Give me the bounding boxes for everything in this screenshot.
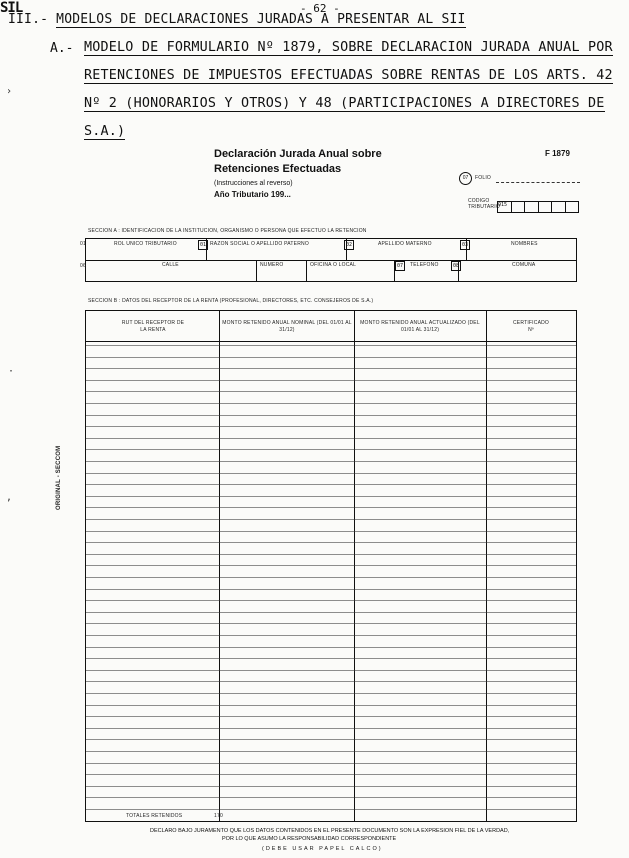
form-title: Declaración Jurada Anual sobre <box>214 148 382 160</box>
tag-07: 07 <box>396 263 404 269</box>
form-subtitle: Retenciones Efectuadas <box>214 163 342 175</box>
table-row <box>86 357 576 358</box>
section-heading-text: MODELOS DE DECLARACIONES JURADAS A PRESENTAR AL SII <box>56 12 466 27</box>
table-row <box>86 600 576 601</box>
subsection-line-1: MODELO DE FORMULARIO Nº 1879, SOBRE DECLARACION JURADA ANUAL POR <box>84 40 613 55</box>
table-row <box>86 774 576 775</box>
tag-03: 03 <box>461 242 469 248</box>
col-header-certificado: CERTIFICADO Nº <box>486 311 576 342</box>
table-row <box>86 380 576 381</box>
table-row <box>86 391 576 392</box>
table-row <box>86 658 576 659</box>
table-row <box>86 589 576 590</box>
table-row <box>86 705 576 706</box>
row-2-tag: 06 <box>80 263 86 269</box>
table-row <box>86 473 576 474</box>
row-1-tag: 01 <box>80 241 86 247</box>
rut-field[interactable]: ROL UNICO TRIBUTARIO <box>86 239 207 260</box>
folio-field[interactable] <box>496 182 580 183</box>
table-row <box>86 623 576 624</box>
section-b-label: SECCION B : DATOS DEL RECEPTOR DE LA RENTA (PROFESIONAL, DIRECTORES, ETC. CONSEJEROS DE S.A.) <box>88 298 374 304</box>
subsection-line-4: S.A.) <box>84 124 126 139</box>
table-row <box>86 542 576 543</box>
totals-label: TOTALES RETENIDOS <box>126 813 183 819</box>
table-row <box>86 484 576 485</box>
totals-code: 170 <box>214 813 223 819</box>
table-row <box>86 449 576 450</box>
table-row <box>86 716 576 717</box>
table-row <box>86 612 576 613</box>
table-row <box>86 415 576 416</box>
table-row <box>86 635 576 636</box>
table-row <box>86 786 576 787</box>
section-heading <box>8 12 466 28</box>
numero-field[interactable]: NUMERO <box>256 260 307 281</box>
section-a-row-2 <box>86 260 576 281</box>
tag-02: 02 <box>345 242 353 248</box>
codigo-label: CODIGO TRIBUTARIO <box>468 198 500 210</box>
table-row <box>86 496 576 497</box>
section-numeral: III.- <box>8 12 49 27</box>
form-year: Año Tributario 199... <box>214 190 291 199</box>
comuna-field[interactable]: COMUNA <box>512 262 536 268</box>
table-row <box>86 461 576 462</box>
side-label: ORIGINAL - SECCOM <box>56 445 62 510</box>
table-row <box>86 507 576 508</box>
table-row <box>86 739 576 740</box>
declaration-line-3: (DEBE USAR PAPEL CALCO) <box>262 846 383 852</box>
oficina-field[interactable]: OFICINA O LOCAL <box>306 260 395 281</box>
table-row <box>86 565 576 566</box>
codigo-value: 915 <box>498 202 512 212</box>
table-row <box>86 763 576 764</box>
section-a-label: SECCION A : IDENTIFICACION DE LA INSTITUCION, ORGANISMO O PERSONA QUE EFECTUO LA RETENCION <box>88 228 367 234</box>
receptor-table <box>85 310 577 822</box>
table-row <box>86 519 576 520</box>
subsection-line-3: Nº 2 (HONORARIOS Y OTROS) Y 48 (PARTICIPACIONES A DIRECTORES DE <box>84 96 605 111</box>
apellido-materno-field[interactable]: APELLIDO MATERNO <box>356 239 467 260</box>
table-row <box>86 728 576 729</box>
tag-08: 08 <box>452 263 460 269</box>
declaration-line-2: POR LO QUE ASUMO LA RESPONSABILIDAD CORRESPONDIENTE <box>222 836 397 842</box>
table-row <box>86 345 576 346</box>
codigo-field[interactable] <box>497 201 579 213</box>
table-row <box>86 368 576 369</box>
table-row <box>86 554 576 555</box>
subsection-letter: A.- <box>50 41 74 56</box>
form-code: F 1879 <box>545 149 570 158</box>
table-row <box>86 577 576 578</box>
page-number: - 62 - <box>300 2 340 15</box>
table-row <box>86 438 576 439</box>
table-row <box>86 403 576 404</box>
table-row <box>86 681 576 682</box>
section-a-box <box>85 238 577 282</box>
section-a-row-1 <box>86 239 576 261</box>
margin-mark: · <box>8 366 15 377</box>
col-header-actualizado: MONTO RETENIDO ANUAL ACTUALIZADO (DEL 01/01 AL 31/12) <box>354 311 486 342</box>
table-row <box>86 693 576 694</box>
razon-social-field[interactable]: RAZON SOCIAL O APELLIDO PATERNO <box>206 239 347 260</box>
table-row <box>86 531 576 532</box>
table-row <box>86 809 576 810</box>
calle-field[interactable]: CALLE <box>86 260 257 281</box>
nombres-field[interactable]: NOMBRES <box>511 241 538 247</box>
form-instructions: (Instrucciones al reverso) <box>214 180 293 187</box>
col-header-nominal: MONTO RETENIDO ANUAL NOMINAL (DEL 01/01 AL 31/12) <box>219 311 354 342</box>
table-row <box>86 670 576 671</box>
corner-fragment: SIL <box>0 0 23 16</box>
margin-mark: , <box>6 492 13 503</box>
table-row <box>86 647 576 648</box>
table-row <box>86 426 576 427</box>
subsection-line-2: RETENCIONES DE IMPUESTOS EFECTUADAS SOBRE RENTAS DE LOS ARTS. 42 <box>84 68 613 83</box>
folio-number-circle: 07 <box>459 172 472 185</box>
tag-01: 01 <box>199 242 207 248</box>
col-header-rut: RUT DEL RECEPTOR DE LA RENTA <box>86 311 219 342</box>
folio-label: FOLIO <box>475 175 492 181</box>
margin-mark: › <box>6 86 13 97</box>
telefono-field[interactable]: TELEFONO <box>406 260 459 281</box>
table-row <box>86 751 576 752</box>
declaration-line-1: DECLARO BAJO JURAMENTO QUE LOS DATOS CONTENIDOS EN EL PRESENTE DOCUMENTO SON LA EXPRESION FIEL DE LA VERDAD, <box>150 828 510 834</box>
table-row <box>86 797 576 798</box>
